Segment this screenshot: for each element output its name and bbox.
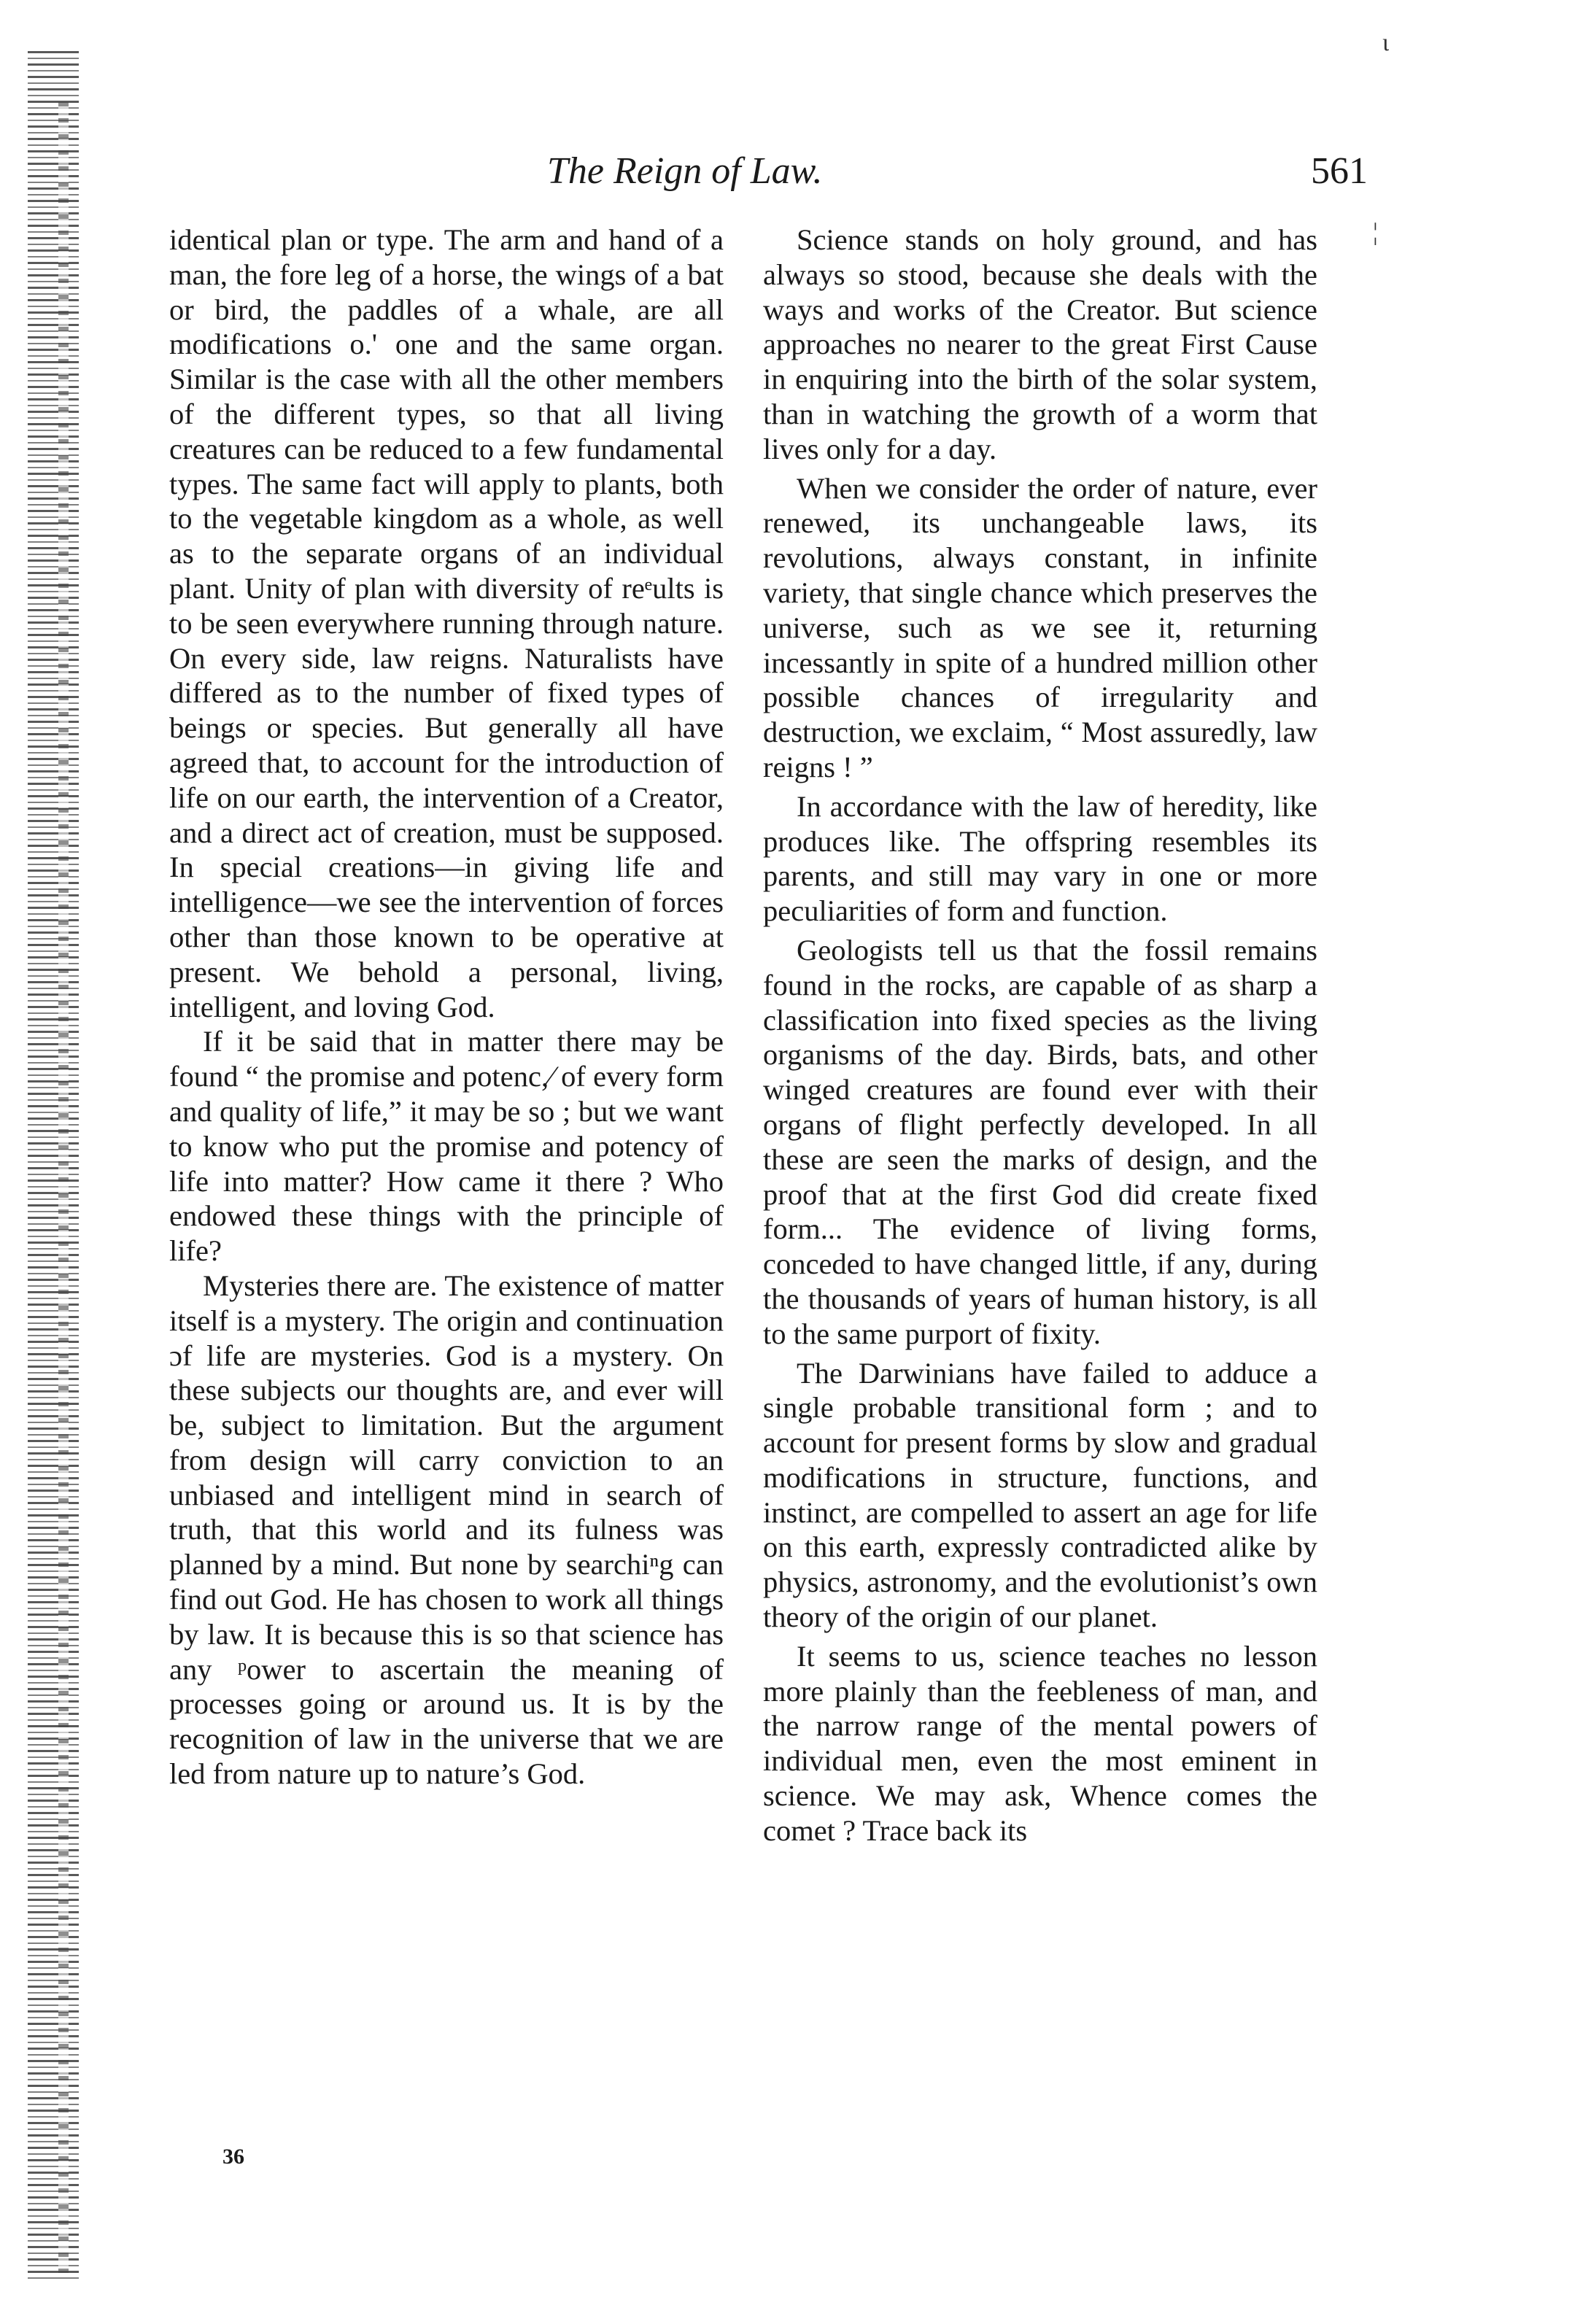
- paragraph: identical plan or type. The arm and hand of a man, the fore leg of a horse, the wings of a bat or bird, the paddles of a whale, are all modifications o.' one and the same organ. Similar is the case with all the other members of the different types, so that all living creatures can be reduced to a few fundamental types. The same fact will apply to plants, both to the vegetable kingdom as a whole, as well as to the separate organs of an individual plant. Unity of plan with diversity of re⁠ᵉults is to be seen everywhere running through nature. On every side, law reigns. Naturalists have differed as to the number of fixed types of beings or species. But generally all have agreed that, to account for the introduction of life on our earth, the intervention of a Creator, and a direct act of creation, must be supposed. In special creations—in giving life and intelligence—we see the intervention of forces other than those known to be operative at present. We behold a personal, living, intelligent, and loving God.: [169, 223, 724, 1023]
- left-column: [169, 222, 724, 1792]
- right-column: [763, 222, 1317, 1848]
- paragraph: If it be said that in matter there may be found “ the promise and potenc,⁄ of every form and quality of life,” it may be so ; but we want to know who put the promise and potency of life into matter? How came it there ? Who endowed these things with the principle of life?: [169, 1025, 724, 1268]
- paragraph: When we consider the order of nature, ever renewed, its unchangeable laws, its revolutions, always constant, in infinite variety, that single chance which preserves the universe, such as we see it, returning incessantly in spite of a hundred million other possible chances of irregularity and destruction, we exclaim, “ Most assuredly, law reigns ! ”: [763, 471, 1317, 783]
- paragraph: It seems to us, science teaches no lesson more plainly than the feebleness of man, and the narrow range of the mental powers of individual men, even the most eminent in science. We may ask, Whence comes the comet ? Trace back its: [763, 1639, 1317, 1847]
- binding-edge: [28, 51, 79, 2283]
- margin-mark: ¦: [1373, 219, 1378, 246]
- paragraph: The Darwinians have failed to adduce a single probable transitional form ; and to account for present forms by slow and gradual modifications in structure, functions, and instinct, are compelled to assert an age for life on this earth, expressly contradicted alike by physics, astronomy, and the evolutionist’s own theory of the origin of our planet.: [763, 1356, 1317, 1634]
- corner-mark: ι: [1382, 29, 1390, 56]
- page-number: 561: [1311, 150, 1368, 192]
- running-title: The Reign of Law.: [547, 150, 823, 192]
- binding-edge-shadow: [58, 102, 69, 2276]
- signature-mark: 36: [222, 2145, 244, 2169]
- paragraph: Science stands on holy ground, and has always so stood, because she deals with the ways and works of the Creator. But science approaches no nearer to the great First Cause in enquiring into the birth of the solar system, than in watching the growth of a worm that lives only for a day.: [763, 223, 1317, 465]
- page-header: [168, 150, 1368, 201]
- paragraph: Mysteries there are. The existence of matter itself is a mystery. The origin and continuation ɔf life are mysteries. God is a mystery. On these subjects our thoughts are, and ever will be, subject to limitation. But the argument from design will carry conviction to an unbiased and intelligent mind in search of truth, that this world and its fulness was planned by a mind. But none by searchi⁠ⁿg can find out God. He has chosen to work all things by law. It is because this is so that science has any ᵖower to ascertain the meaning of processes going or around us. It is by the recognition of law in the universe that we are led from nature up to nature’s God.: [169, 1268, 724, 1791]
- paragraph: In accordance with the law of heredity, like produces like. The offspring resembles its parents, and still may vary in one or more peculiarities of form and function.: [763, 789, 1317, 928]
- paragraph: Geologists tell us that the fossil remains found in the rocks, are capable of as sharp a classification into fixed species as the living organisms of the day. Birds, bats, and other winged creatures are found ever with their organs of flight perfectly developed. In all these are seen the marks of design, and the proof that at the first God did create fixed form... The evidence of living forms, conceded to have changed little, if any, during the thousands of years of human history, is all to the same purport of fixity.: [763, 933, 1317, 1350]
